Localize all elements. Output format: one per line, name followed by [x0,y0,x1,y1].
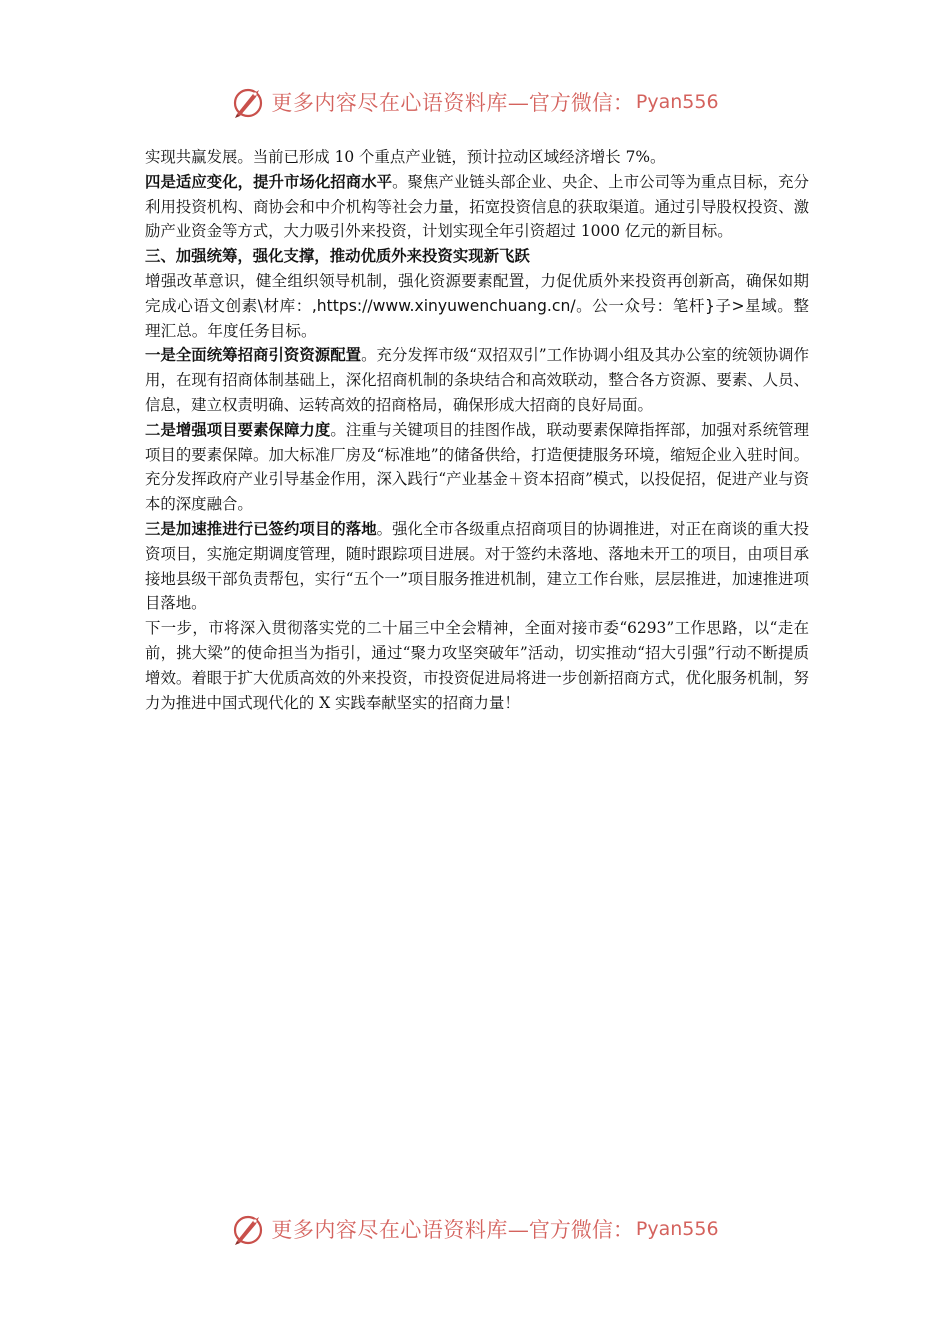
header-banner [0,82,950,122]
paragraph-1: 实现共赢发展。当前已形成 10 个重点产业链，预计拉动区域经济增长 7%。 [145,148,666,166]
section-heading-3: 三、加强统筹，强化支撑，推动优质外来投资实现新飞跃 [145,247,530,266]
paragraph-7: 下一步，市将深入贯彻落实党的二十届三中全会精神，全面对接市委“6293”工作思路，以“走在前，挑大梁”的使命担当为指引，通过“聚力攻坚突破年”活动，切实推动“招大引强”行动不断提质增效。着眼于扩大优质高效的外来投资，市投资促进局将进一步创新招商方式，优化服务机制，努力为推进中国式现代化的 X 实践奉献坚实的招商力量！ [145,619,809,712]
paragraph-5-lead: 二是增强项目要素保障力度 [145,420,331,439]
pen-logo-icon [231,84,267,120]
paragraph-5 [145,418,809,517]
pen-logo-icon [231,1211,267,1247]
banner-wechat-id: Pyan556 [635,91,719,113]
paragraph-6-text: 。强化全市各级重点招商项目的协调推进，对正在商谈的重大投资项目，实施定期调度管理，随时跟踪项目进展。对于签约未落地、落地未开工的项目，由项目承接地县级干部负责帮包，实行“五个一”项目服务推进机制，建立工作台账，层层推进，加速推进项目落地。 [145,519,809,613]
banner-title: 更多内容尽在心语资料库 [271,91,508,115]
paragraph-4-text: 。充分发挥市级“双招双引”工作协调小组及其办公室的统领协调作用，在现有招商体制基础上，深化招商机制的条块结合和高效联动，整合各方资源、要素、人员、信息，建立权责明确、运转高效的招商格局，确保形成大招商的良好局面。 [145,346,809,414]
paragraph-2 [145,170,809,244]
document-body [145,145,809,715]
paragraph-3: 增强改革意识，健全组织领导机制，强化资源要素配置，力促优质外来投资再创新高，确保如期完成心语文创素\材库：,https://www.xinyuwenchuang.cn/。公一众号：笔杆}子>星域。整理汇总。年度任务目标。 [145,271,809,340]
paragraph-2-lead: 四是适应变化，提升市场化招商水平 [145,172,393,191]
paragraph-4-lead: 一是全面统筹招商引资资源配置 [145,346,362,365]
banner-title: 更多内容尽在心语资料库 [271,1218,508,1242]
paragraph-6 [145,517,809,616]
paragraph-4 [145,343,809,417]
paragraph-5-text: 。注重与关键项目的挂图作战，联动要素保障指挥部，加强对系统管理项目的要素保障。加大标准厂房及“标准地”的储备供给，打造便捷服务环境，缩短企业入驻时间。充分发挥政府产业引导基金作用，深入践行“产业基金＋资本招商”模式，以投促招，促进产业与资本的深度融合。 [145,420,809,514]
paragraph-6-lead: 三是加速推进行已签约项目的落地 [145,519,377,538]
banner-separator: —官方微信： [507,91,634,115]
paragraph-2-text: 。聚焦产业链头部企业、央企、上市公司等为重点目标，充分利用投资机构、商协会和中介机构等社会力量，拓宽投资信息的获取渠道。通过引导股权投资、激励产业资金等方式，大力吸引外来投资，计划实现全年引资超过 1000 亿元的新目标。 [145,172,809,241]
banner-separator: —官方微信： [507,1218,634,1242]
banner-wechat-id: Pyan556 [635,1218,719,1240]
footer-banner [0,1209,950,1249]
